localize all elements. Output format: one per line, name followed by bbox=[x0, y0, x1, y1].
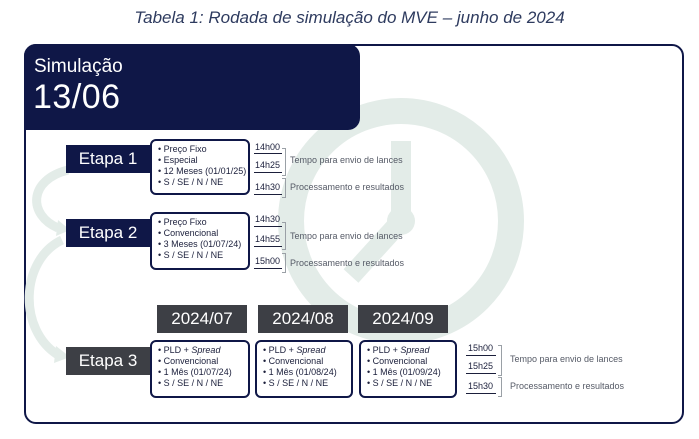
list-item: • PLD + Spread bbox=[263, 345, 347, 356]
etapa-2-label: Etapa 2 bbox=[66, 219, 150, 247]
list-item: • PLD + Spread bbox=[158, 345, 244, 356]
etapa-3-label: Etapa 3 bbox=[66, 347, 150, 375]
etapa-2-time-start: 14h30 bbox=[255, 214, 281, 224]
timeline-divider bbox=[466, 393, 496, 394]
list-item: • Convencional bbox=[367, 356, 451, 367]
timeline-divider bbox=[254, 172, 282, 173]
etapa-1-time-end: 14h25 bbox=[255, 160, 281, 170]
month-badge-2: 2024/08 bbox=[258, 305, 348, 333]
list-item: • PLD + Spread bbox=[367, 345, 451, 356]
arrow-etapa1-to-etapa2 bbox=[37, 170, 68, 228]
bracket bbox=[498, 345, 502, 376]
list-item: • Preço Fixo bbox=[158, 217, 244, 228]
list-item: • S / SE / N / NE bbox=[158, 250, 244, 261]
timeline-divider bbox=[254, 153, 282, 154]
timeline-divider bbox=[254, 194, 282, 195]
etapa-3-time-end: 15h25 bbox=[468, 361, 494, 371]
etapa-1-time-result: 14h30 bbox=[255, 182, 281, 192]
simulation-header bbox=[24, 44, 360, 130]
timeline-divider bbox=[254, 246, 282, 247]
etapa-2-box bbox=[150, 212, 250, 270]
etapa-2-time-result: 15h00 bbox=[255, 256, 281, 266]
list-item: • 1 Mês (01/07/24) bbox=[158, 367, 244, 378]
bracket bbox=[282, 222, 286, 250]
etapa-1-time-start: 14h00 bbox=[255, 142, 281, 152]
etapa-3-box-2 bbox=[255, 340, 353, 398]
etapa-1-label: Etapa 1 bbox=[66, 145, 150, 173]
list-item: • Preço Fixo bbox=[158, 144, 244, 155]
simulation-date: 13/06 bbox=[33, 78, 121, 116]
list-item: • 1 Mês (01/09/24) bbox=[367, 367, 451, 378]
etapa-3-box-3 bbox=[359, 340, 457, 398]
etapa-1-box bbox=[150, 139, 250, 195]
list-item: • S / SE / N / NE bbox=[158, 177, 244, 188]
list-item: • 12 Meses (01/01/25) bbox=[158, 166, 244, 177]
bracket bbox=[282, 178, 286, 198]
etapa-2-bid-window-label: Tempo para envio de lances bbox=[290, 231, 403, 241]
list-item: • Convencional bbox=[158, 228, 244, 239]
table-title: Tabela 1: Rodada de simulação do MVE – junho de 2024 bbox=[134, 8, 565, 27]
etapa-3-processing-label: Processamento e resultados bbox=[510, 381, 625, 391]
month-badge-3: 2024/09 bbox=[358, 305, 448, 333]
simulation-label: Simulação bbox=[34, 56, 123, 77]
etapa-1-processing-label: Processamento e resultados bbox=[290, 182, 405, 192]
timeline-divider bbox=[466, 373, 496, 374]
etapa-3-time-result: 15h30 bbox=[468, 381, 494, 391]
arrow-etapa2-to-etapa3 bbox=[29, 240, 62, 355]
bracket bbox=[282, 148, 286, 176]
bracket bbox=[282, 253, 286, 273]
bracket bbox=[498, 377, 502, 397]
timeline-divider bbox=[254, 268, 282, 269]
etapa-3-bid-window-label: Tempo para envio de lances bbox=[510, 354, 623, 364]
list-item: • Convencional bbox=[158, 356, 244, 367]
etapa-3-box-1 bbox=[150, 340, 250, 398]
list-item: • S / SE / N / NE bbox=[263, 378, 347, 389]
list-item: • S / SE / N / NE bbox=[158, 378, 244, 389]
etapa-3-time-start: 15h00 bbox=[468, 343, 494, 353]
list-item: • 1 Mês (01/08/24) bbox=[263, 367, 347, 378]
list-item: • Especial bbox=[158, 155, 244, 166]
etapa-2-time-end: 14h55 bbox=[255, 234, 281, 244]
etapa-2-processing-label: Processamento e resultados bbox=[290, 258, 405, 268]
list-item: • S / SE / N / NE bbox=[367, 378, 451, 389]
month-badge-1: 2024/07 bbox=[157, 305, 247, 333]
list-item: • Convencional bbox=[263, 356, 347, 367]
timeline-divider bbox=[466, 355, 496, 356]
timeline-divider bbox=[254, 226, 282, 227]
list-item: • 3 Meses (01/07/24) bbox=[158, 239, 244, 250]
etapa-1-bid-window-label: Tempo para envio de lances bbox=[290, 155, 403, 165]
